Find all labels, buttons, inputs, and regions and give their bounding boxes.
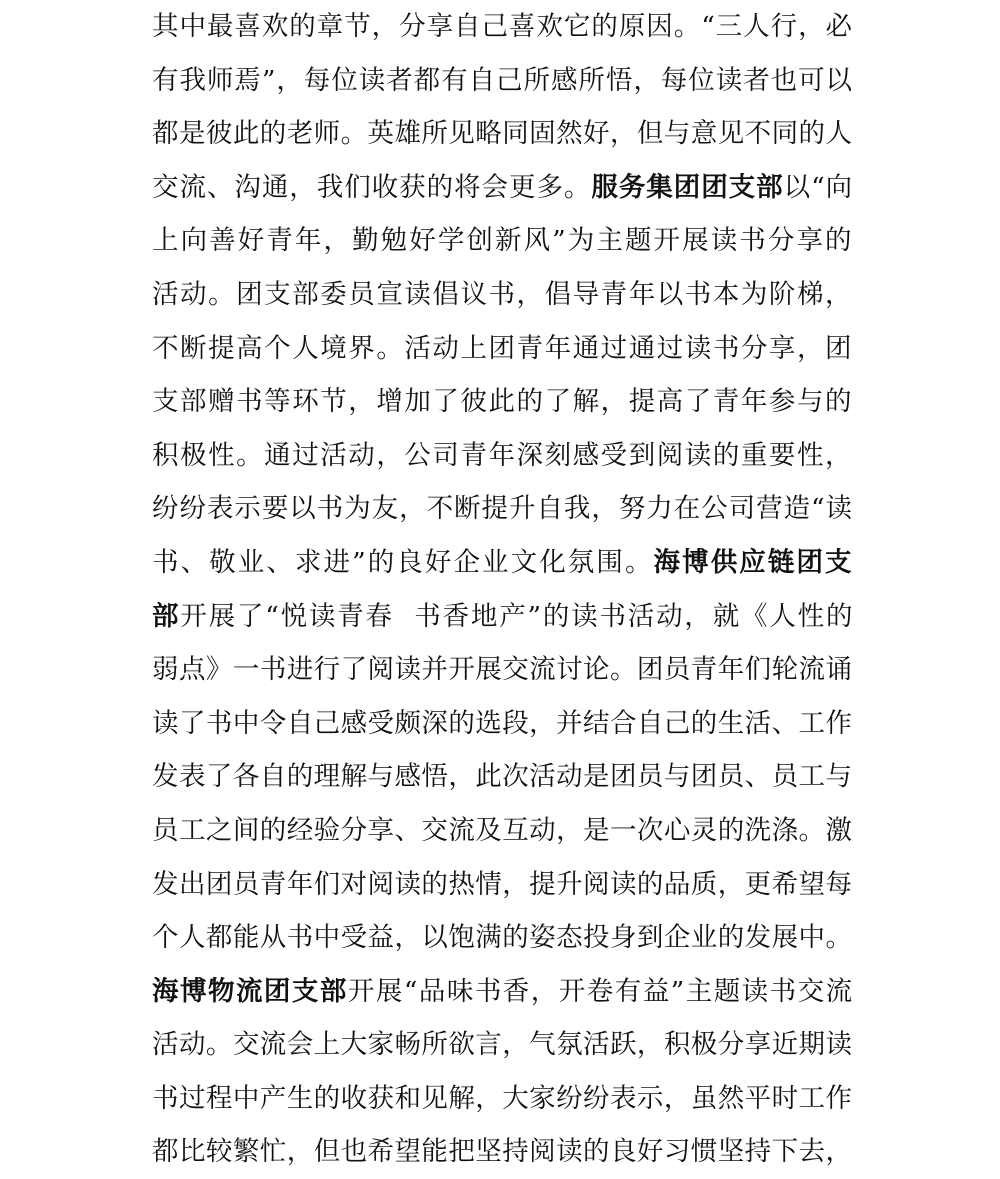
text-line [152,643,852,697]
text-segment: 都比较繁忙，但也希望能把坚持阅读的良好习惯坚持下去， [152,1136,853,1168]
text-line [152,0,852,54]
text-line [152,375,852,429]
text-segment: 上向善好青年，勤勉好学创新风”为主题开展读书分享的 [152,225,854,257]
text-line [152,858,852,912]
text-segment: 书、敬业、求进”的良好企业文化氛围。 [152,546,654,578]
text-segment: 开展“品味书香，开卷有益”主题读书交流 [347,975,854,1007]
text-line [152,750,852,804]
text-line [152,482,852,536]
text-segment: 有我师焉”，每位读者都有自己所感所悟，每位读者也可以 [152,64,854,96]
bold-org-name: 海博供应链团支 [653,546,854,578]
text-line [152,1018,852,1072]
text-line [152,1072,852,1126]
text-segment: 活动。交流会上大家畅所欲言，气氛活跃，积极分享近期读 [152,1029,853,1061]
text-line [152,429,852,483]
text-segment: 以“向 [783,171,854,203]
text-segment: 支部赠书等环节，增加了彼此的了解，提高了青年参与的 [152,386,854,418]
text-segment: 个人都能从书中受益，以饱满的姿态投身到企业的发展中。 [152,922,853,954]
bold-org-name: 海博物流团支部 [152,975,348,1007]
text-segment: 发出团员青年们对阅读的热情，提升阅读的品质，更希望每 [152,868,853,900]
text-segment: 不断提高个人境界。活动上团青年通过通过读书分享，团 [152,332,854,364]
text-line [152,322,852,376]
text-segment: 书过程中产生的收获和见解，大家纷纷表示，虽然平时工作 [152,1082,853,1114]
text-segment: 弱点》一书进行了阅读并开展交流讨论。团员青年们轮流诵 [152,654,853,686]
text-segment: 员工之间的经验分享、交流及互动，是一次心灵的洗涤。激 [152,814,853,846]
text-segment: 发表了各自的理解与感悟，此次活动是团员与团员、员工与 [152,761,853,793]
text-segment: 纷纷表示要以书为友，不断提升自我，努力在公司营造“读 [152,493,854,525]
text-segment: 活动。团支部委员宣读倡议书，倡导青年以书本为阶梯， [152,278,854,310]
text-segment: 开展了“悦读青春 书香地产”的读书活动，就《人性的 [180,600,855,632]
text-line [152,804,852,858]
bold-org-name: 部 [152,600,181,632]
text-line [152,590,855,644]
text-segment: 积极性。通过活动，公司青年深刻感受到阅读的重要性， [152,439,854,471]
text-segment: 读了书中令自己感受颇深的选段，并结合自己的生活、工作 [152,707,853,739]
text-line [152,1125,852,1179]
text-line [152,54,852,108]
text-line [152,697,852,751]
text-line [152,214,852,268]
text-line [152,536,852,590]
text-segment: 其中最喜欢的章节，分享自己喜欢它的原因。“三人行，必 [152,11,854,42]
text-line [152,911,852,965]
text-segment: 都是彼此的老师。英雄所见略同固然好，但与意见不同的人 [152,118,853,150]
text-line [152,965,852,1019]
bold-org-name: 服务集团团支部 [591,171,784,203]
text-line [152,161,852,215]
text-line [152,107,852,161]
body-text [152,0,855,1179]
text-line [152,268,852,322]
text-segment: 交流、沟通，我们收获的将会更多。 [152,171,592,203]
